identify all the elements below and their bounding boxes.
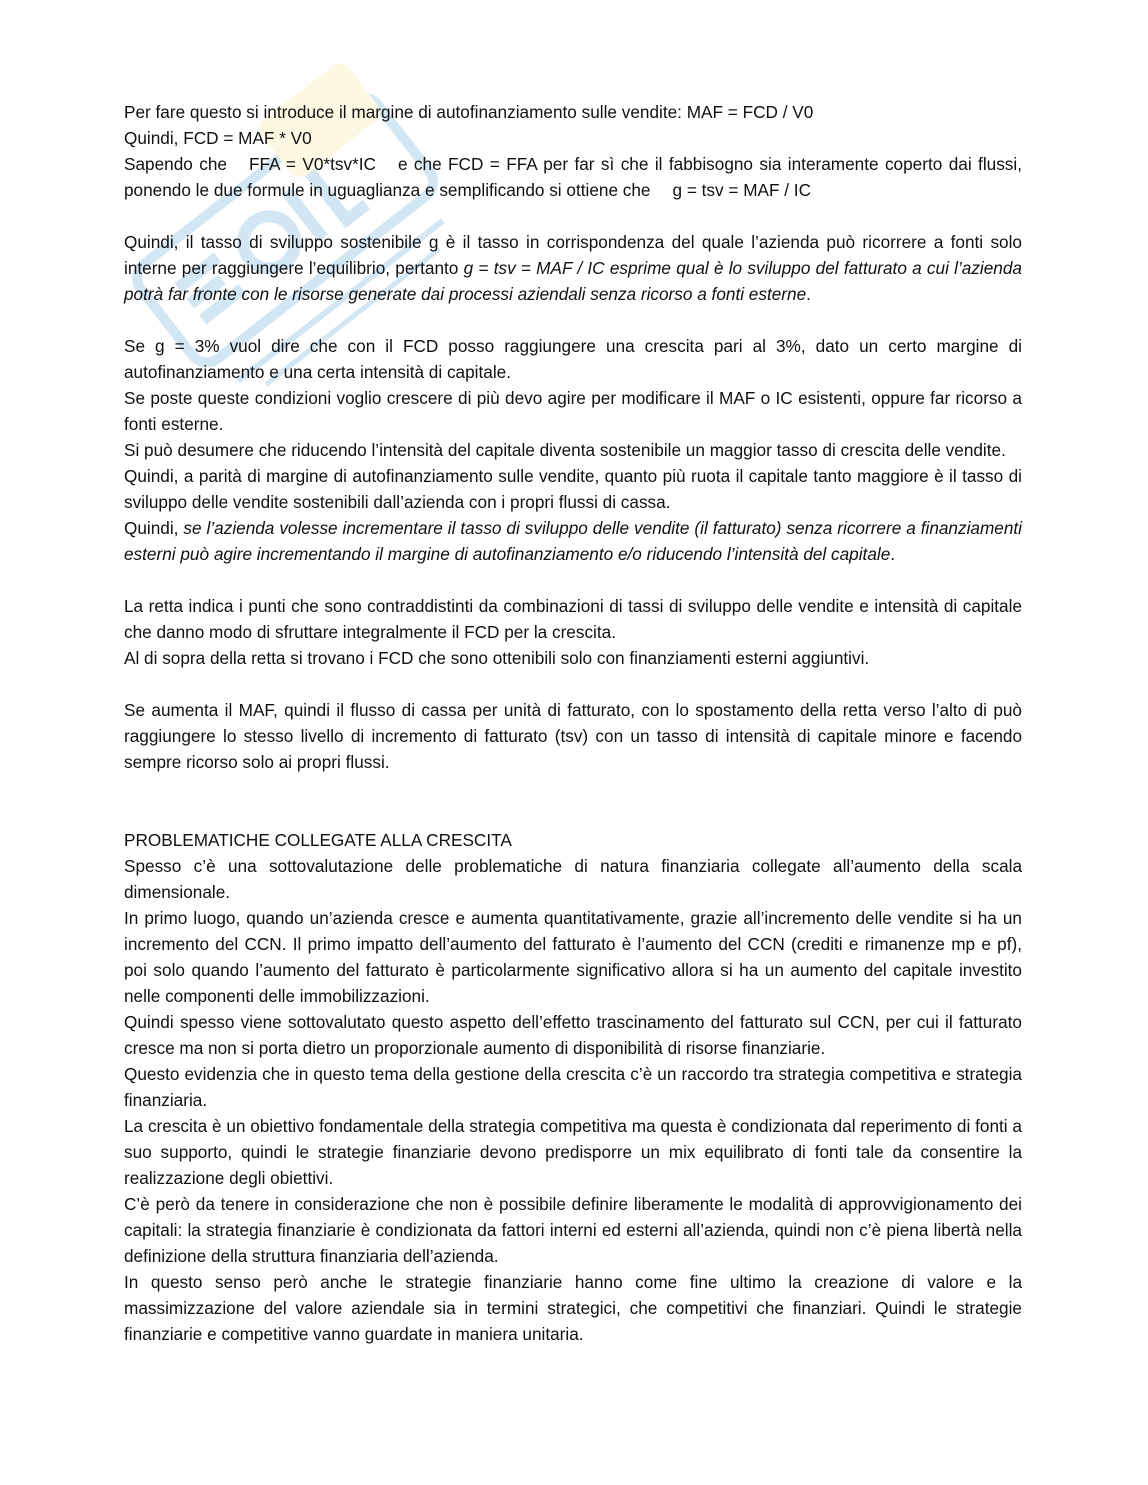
paragraph: Spesso c’è una sottovalutazione delle problematiche di natura finanziaria collegate all’aumento della scala dimensionale.: [124, 856, 1022, 902]
paragraph: In questo senso però anche le strategie finanziarie hanno come fine ultimo la creazione di valore e la massimizzazione del valore aziendale sia in termini strategici, che competitivi che finanziari. Quindi le strategie finanziarie e competitive vanno guardate in maniera unitaria.: [124, 1272, 1022, 1344]
paragraph: [124, 229, 1022, 307]
paragraph: Per fare questo si introduce il margine di autofinanziamento sulle vendite: MAF = FCD / V0: [124, 102, 814, 122]
text-run: .: [806, 284, 811, 304]
paragraph: C’è però da tenere in considerazione che non è possibile definire liberamente le modalità di approvvigionamento dei capitali: la strategia finanziarie è condizionata da fattori interni ed esterni all’azienda, quindi non c’è piena libertà nella definizione della struttura finanziaria dell’azienda.: [124, 1194, 1022, 1266]
italic-text: se l’azienda volesse incrementare il tasso di sviluppo delle vendite (il fatturato) senza ricorrere a finanziamenti esterni può agire incrementando il margine di autofinanziamento e/o riducendo l’intensità del capitale: [124, 518, 1022, 564]
paragraph: La retta indica i punti che sono contraddistinti da combinazioni di tassi di sviluppo delle vendite e intensità di capitale che danno modo di sfruttare integralmente il FCD per la crescita.: [124, 596, 1022, 642]
section-heading: PROBLEMATICHE COLLEGATE ALLA CRESCITA: [124, 830, 512, 850]
paragraph: Quindi spesso viene sottovalutato questo aspetto dell’effetto trascinamento del fatturato sul CCN, per cui il fatturato cresce ma non si porta dietro un proporzionale aumento di disponibilità di risorse finanziarie.: [124, 1012, 1022, 1058]
paragraph: [124, 515, 1022, 567]
paragraph: [124, 151, 1022, 203]
paragraph: Se g = 3% vuol dire che con il FCD posso raggiungere una crescita pari al 3%, dato un certo margine di autofinanziamento e una certa intensità di capitale.: [124, 336, 1022, 382]
text-run: e che FCD = FFA per far sì che il fabbisogno sia interamente coperto dai flussi, ponendo le due formule in uguaglianza e semplificando si ottiene che: [124, 154, 1022, 200]
formula: g = tsv = MAF / IC: [672, 180, 811, 200]
paragraph: Quindi, a parità di margine di autofinanziamento sulle vendite, quanto più ruota il capitale tanto maggiore è il tasso di sviluppo delle vendite sostenibili dall’azienda con i propri flussi di cassa.: [124, 466, 1022, 512]
text-run: .: [890, 544, 896, 564]
text-run: Quindi, il tasso di sviluppo sostenibile g è il tasso in corrispondenza del quale l’azienda può ricorrere a fonti solo interne per raggiungere l’equilibrio, pertanto: [124, 232, 1022, 278]
italic-text: g = tsv = MAF / IC esprime qual è lo sviluppo del fatturato a cui l’azienda potrà far fronte con le risorse generate dai processi aziendali senza ricorso a fonti esterne: [124, 258, 1022, 304]
paragraph: Se aumenta il MAF, quindi il flusso di cassa per unità di fatturato, con lo spostamento della retta verso l’alto di può raggiungere lo stesso livello di incremento di fatturato (tsv) con un tasso di intensità di capitale minore e facendo sempre ricorso solo ai propri flussi.: [124, 700, 1022, 772]
paragraph: La crescita è un obiettivo fondamentale della strategia competitiva ma questa è condizionata dal reperimento di fonti a suo supporto, quindi le strategie finanziarie devono predisporre un mix equilibrato di fonti tale da consentire la realizzazione degli obiettivi.: [124, 1116, 1022, 1188]
paragraph: Si può desumere che riducendo l’intensità del capitale diventa sostenibile un maggior tasso di crescita delle vendite.: [124, 440, 1006, 460]
text-run: Sapendo che: [124, 154, 227, 174]
paragraph: Questo evidenzia che in questo tema della gestione della crescita c’è un raccordo tra strategia competitiva e strategia finanziaria.: [124, 1064, 1022, 1110]
paragraph: Se poste queste condizioni voglio crescere di più devo agire per modificare il MAF o IC esistenti, oppure far ricorso a fonti esterne.: [124, 388, 1022, 434]
text-run: Quindi,: [124, 518, 179, 538]
formula: FFA = V0*tsv*IC: [248, 154, 376, 174]
paragraph: Al di sopra della retta si trovano i FCD che sono ottenibili solo con finanziamenti esterni aggiuntivi.: [124, 648, 870, 668]
paragraph: In primo luogo, quando un’azienda cresce e aumenta quantitativamente, grazie all’incremento delle vendite si ha un incremento del CCN. Il primo impatto dell’aumento del fatturato è l’aumento del CCN (crediti e rimanenze mp e pf), poi solo quando l’aumento del fatturato è particolarmente significativo allora si ha un aumento del capitale investito nelle componenti delle immobilizzazioni.: [124, 908, 1022, 1006]
document-page: [124, 99, 1022, 1347]
paragraph: Quindi, FCD = MAF * V0: [124, 128, 312, 148]
